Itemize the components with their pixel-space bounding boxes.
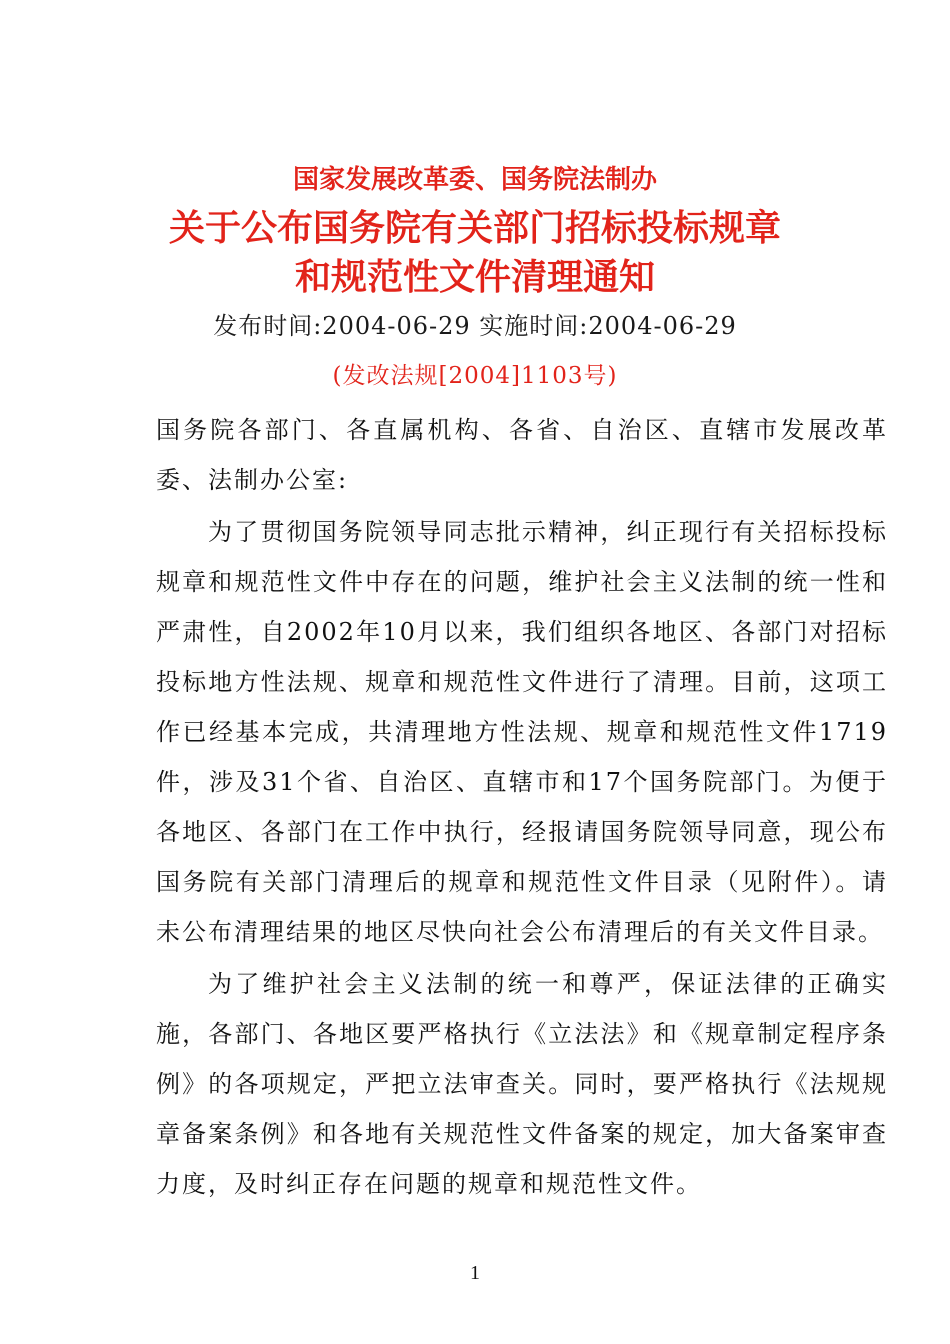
issuing-authorities: 国家发展改革委、国务院法制办 xyxy=(292,165,657,195)
page-number: 1 xyxy=(470,1262,480,1284)
publish-dates: 发布时间:2004-06-29 实施时间:2004-06-29 xyxy=(213,312,737,340)
body-paragraph-2: 为了维护社会主义法制的统一和尊严，保证法律的正确实施，各部门、各地区要严格执行《立法法》和《规章制定程序条例》的各项规定，严把立法审查关。同时，要严格执行《法规规章备案条例》和各地有关规范性文件备案的规定，加大备案审查力度，及时纠正存在问题的规章和规范性文件。 xyxy=(156,970,888,1198)
body-paragraph-1: 为了贯彻国务院领导同志批示精神，纠正现行有关招标投标规章和规范性文件中存在的问题，维护社会主义法制的统一性和严肃性，自2002年10月以来，我们组织各地区、各部门对招标投标地方性法规、规章和规范性文件进行了清理。目前，这项工作已经基本完成，共清理地方性法规、规章和规范性文件1719件，涉及31个省、自治区、直辖市和17个国务院部门。为便于各地区、各部门在工作中执行，经报请国务院领导同意，现公布国务院有关部门清理后的规章和规范性文件目录（见附件）。请未公布清理结果的地区尽快向社会公布清理后的有关文件目录。 xyxy=(156,518,888,946)
document-title-line-1: 关于公布国务院有关部门招标投标规章 xyxy=(168,207,781,249)
document-body xyxy=(156,405,888,1209)
document-title-line-2: 和规范性文件清理通知 xyxy=(294,256,655,298)
salutation: 国务院各部门、各直属机构、各省、自治区、直辖市发展改革委、法制办公室: xyxy=(156,416,888,494)
document-number: (发改法规[2004]1103号) xyxy=(332,363,618,389)
